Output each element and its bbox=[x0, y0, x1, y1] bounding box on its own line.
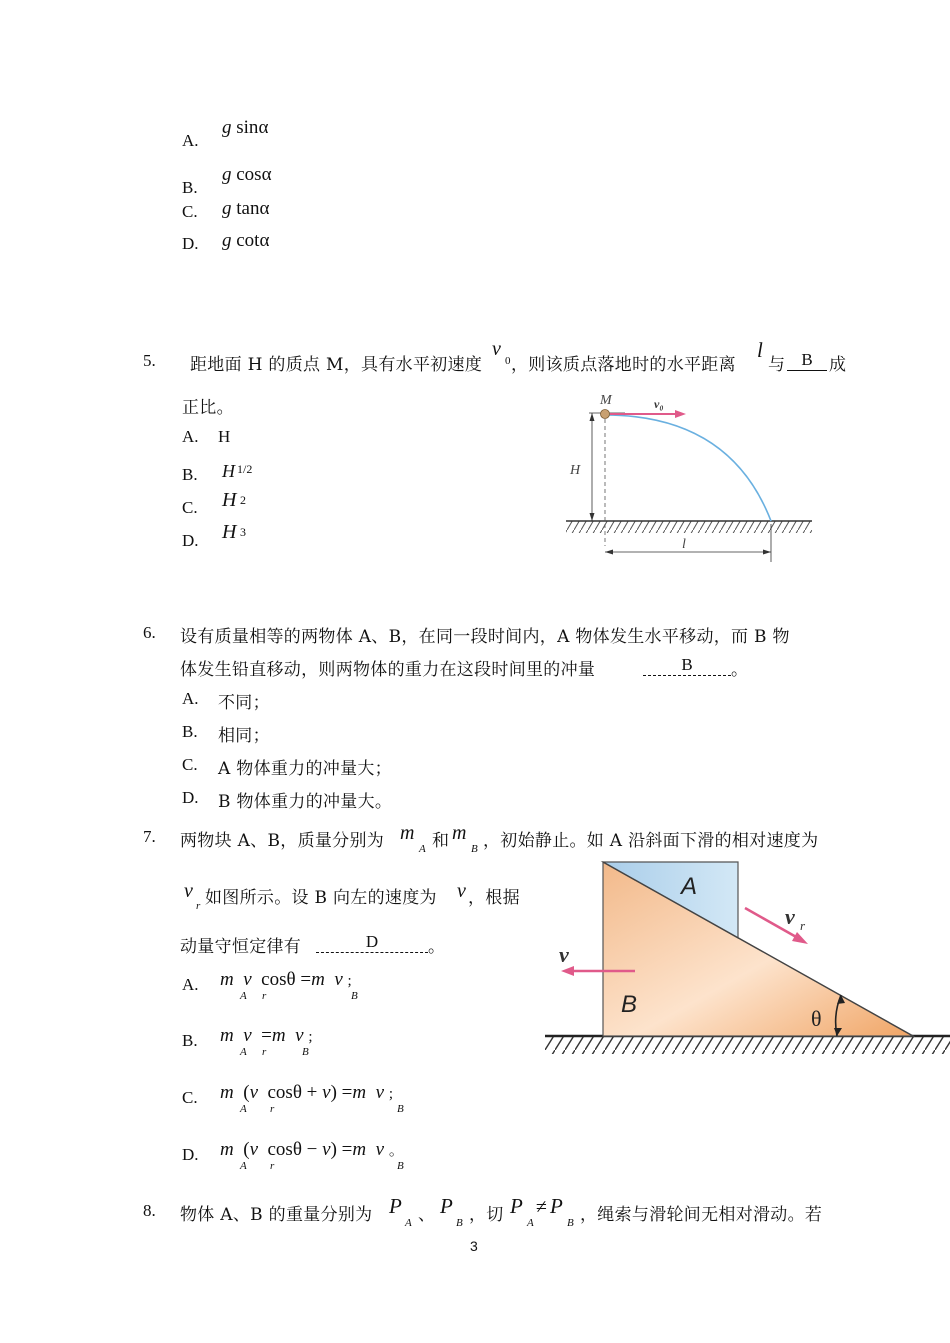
q8-separator: 、 bbox=[418, 1205, 436, 1225]
q4-option-a-g: g bbox=[222, 117, 232, 138]
q5-ground-hatch bbox=[566, 521, 812, 533]
q4-option-a-fn: sin bbox=[236, 117, 259, 138]
q4-option-b bbox=[222, 164, 272, 186]
q7-vr-subscript: r bbox=[196, 900, 201, 912]
q5-text-c: 与 bbox=[768, 355, 786, 375]
q7-option-a-sub-r: r bbox=[262, 990, 267, 1002]
q6-option-d-letter: D. bbox=[182, 788, 199, 807]
q6-option-a-text: 不同； bbox=[218, 693, 270, 713]
q8-pa-subscript: A bbox=[405, 1217, 412, 1229]
q7-option-b-expr: m v =m v ; bbox=[220, 1025, 313, 1046]
q7-option-b-sub-r: r bbox=[262, 1046, 267, 1058]
q7-option-a-sub-a: A bbox=[240, 990, 247, 1002]
q7-fig-label-v: v bbox=[559, 942, 569, 967]
q8-pb-subscript: B bbox=[456, 1217, 463, 1229]
q6-line-1: 设有质量相等的两物体 A、B，在同一段时间内，A 物体发生水平移动，而 B 物 bbox=[180, 627, 790, 647]
q7-vr-symbol: v bbox=[184, 880, 193, 902]
q7-line-2b: ，根据 bbox=[468, 888, 520, 908]
q5-text-e: 正比。 bbox=[182, 398, 234, 418]
q5-fig-label-v0: v₀ bbox=[654, 397, 664, 411]
q7-m-b-subscript: B bbox=[471, 843, 478, 855]
q4-option-b-letter: B. bbox=[182, 178, 198, 197]
q5-v0-subscript: 0 bbox=[505, 355, 511, 367]
q7-wedge-figure bbox=[545, 858, 950, 1063]
q5-l-arrow-right bbox=[763, 550, 771, 555]
q6-option-d-text: B 物体重力的冲量大。 bbox=[218, 792, 393, 812]
q5-h-arrow-top bbox=[590, 413, 595, 421]
q7-option-b-letter: B. bbox=[182, 1031, 198, 1050]
q5-option-d-letter: D. bbox=[182, 531, 199, 550]
q5-text-b: ，则该质点落地时的水平距离 bbox=[511, 355, 736, 375]
q5-h-arrow-bottom bbox=[590, 513, 595, 521]
q6-answer: B bbox=[643, 655, 731, 676]
q7-fig-label-theta: θ bbox=[811, 1006, 822, 1031]
q7-option-c-sub-r: r bbox=[270, 1103, 275, 1115]
q6-option-c-text: A 物体重力的冲量大； bbox=[218, 759, 392, 779]
q7-option-d-expr: m (v cosθ − v) =m v 。 bbox=[220, 1139, 404, 1160]
q7-number: 7. bbox=[143, 827, 156, 846]
q5-option-d-base: H bbox=[222, 521, 237, 543]
q4-option-b-angle: α bbox=[261, 164, 272, 185]
q6-option-b-text: 相同； bbox=[218, 726, 270, 746]
q5-option-a-letter: A. bbox=[182, 427, 199, 446]
q6-line-2b: 。 bbox=[731, 660, 749, 680]
q5-option-c-exp: 2 bbox=[240, 493, 246, 507]
q5-l-symbol: l bbox=[757, 338, 763, 362]
q4-option-c bbox=[222, 198, 269, 220]
q4-option-a-angle: α bbox=[258, 117, 269, 138]
q7-option-a-letter: A. bbox=[182, 975, 199, 994]
q7-vr-arrow-head bbox=[792, 932, 808, 944]
q6-option-b-letter: B. bbox=[182, 722, 198, 741]
q8-pb-symbol: P bbox=[440, 1194, 453, 1218]
q7-answer: D bbox=[316, 932, 428, 953]
q5-text-d: 成 bbox=[829, 355, 847, 375]
q5-option-b-base: H bbox=[222, 461, 235, 481]
q4-option-b-g: g bbox=[222, 164, 232, 185]
q7-option-d-sub-a: A bbox=[240, 1160, 247, 1172]
q8-number: 8. bbox=[143, 1201, 156, 1220]
q5-answer: B bbox=[787, 350, 827, 371]
q7-fig-label-vr-sub: r bbox=[800, 918, 806, 933]
q7-v-arrow-head bbox=[561, 966, 574, 976]
q8-text-c: ，绳索与滑轮间无相对滑动。若 bbox=[580, 1205, 823, 1225]
q7-option-d-sub-r: r bbox=[270, 1160, 275, 1172]
q5-option-c-base: H bbox=[222, 489, 237, 511]
q6-option-c-letter: C. bbox=[182, 755, 198, 774]
q7-option-c-sub-a: A bbox=[240, 1103, 247, 1115]
q5-number: 5. bbox=[143, 351, 156, 370]
q5-l-arrow-left bbox=[605, 550, 613, 555]
q5-option-a-text: H bbox=[218, 427, 231, 446]
q7-v-symbol: v bbox=[457, 880, 466, 902]
q4-option-a bbox=[222, 117, 268, 139]
q7-and: 和 bbox=[432, 831, 450, 851]
q7-option-c-sub-b: B bbox=[397, 1103, 404, 1115]
q7-line-3a: 动量守恒定律有 bbox=[180, 937, 302, 957]
q7-option-b-sub-a: A bbox=[240, 1046, 247, 1058]
q6-line-2a: 体发生铅直移动，则两物体的重力在这段时间里的冲量 bbox=[180, 660, 596, 680]
q7-option-a-expr: m v cosθ =m v ; bbox=[220, 969, 352, 990]
q6-number: 6. bbox=[143, 623, 156, 642]
q4-option-c-letter: C. bbox=[182, 202, 198, 221]
q7-ground-hatch bbox=[545, 1036, 950, 1054]
q7-line-1b: ，初始静止。如 A 沿斜面下滑的相对速度为 bbox=[483, 831, 819, 851]
q7-m-a-symbol: m bbox=[400, 822, 415, 844]
q7-fig-label-vr: v bbox=[785, 904, 795, 929]
q5-text-a: 距地面 H 的质点 M，具有水平初速度 bbox=[190, 355, 483, 375]
q5-option-c-letter: C. bbox=[182, 498, 198, 517]
q7-option-d-letter: D. bbox=[182, 1145, 199, 1164]
q8-pa2-symbol: P bbox=[510, 1194, 523, 1218]
q4-option-c-angle: α bbox=[259, 198, 270, 219]
q8-text-b: ，切 bbox=[469, 1205, 504, 1225]
q7-option-b-sub-b: B bbox=[302, 1046, 309, 1058]
q4-option-d-letter: D. bbox=[182, 234, 199, 253]
q7-line-1a: 两物块 A、B，质量分别为 bbox=[180, 831, 385, 851]
q5-particle-m bbox=[601, 410, 610, 419]
q5-v0-symbol: v bbox=[492, 338, 501, 360]
q4-option-d-angle: α bbox=[259, 230, 270, 251]
q5-trajectory bbox=[605, 415, 771, 521]
q7-option-a-sub-b: B bbox=[351, 990, 358, 1002]
q7-line-3b: 。 bbox=[428, 937, 446, 957]
q7-option-c-letter: C. bbox=[182, 1088, 198, 1107]
q7-m-a-subscript: A bbox=[419, 843, 426, 855]
q5-fig-label-l: l bbox=[682, 537, 686, 552]
q5-option-b-letter: B. bbox=[182, 465, 198, 484]
page-number: 3 bbox=[470, 1238, 478, 1254]
q8-pb2-subscript: B bbox=[567, 1217, 574, 1229]
q7-option-d-sub-b: B bbox=[397, 1160, 404, 1172]
q4-option-c-g: g bbox=[222, 198, 232, 219]
q8-text-a: 物体 A、B 的重量分别为 bbox=[180, 1205, 373, 1225]
q4-option-d-fn: cot bbox=[236, 230, 260, 251]
q7-option-c-expr: m (v cosθ + v) =m v ; bbox=[220, 1082, 393, 1103]
q8-pb2-symbol: P bbox=[550, 1194, 563, 1218]
q6-option-a-letter: A. bbox=[182, 689, 199, 708]
q4-option-b-fn: cos bbox=[236, 164, 262, 185]
q8-pa-symbol: P bbox=[389, 1194, 402, 1218]
q7-fig-label-a: A bbox=[681, 873, 698, 900]
q4-option-d bbox=[222, 230, 269, 252]
q5-option-b-exp: 1/2 bbox=[237, 462, 253, 476]
q5-v0-arrow-head bbox=[675, 410, 686, 418]
q7-fig-label-b: B bbox=[621, 991, 638, 1018]
q8-neq-sign: ≠ bbox=[536, 1196, 547, 1218]
q4-option-d-g: g bbox=[222, 230, 232, 251]
q7-line-2a: 如图所示。设 B 向左的速度为 bbox=[205, 888, 437, 908]
q7-m-b-symbol: m bbox=[452, 822, 467, 844]
q4-option-c-fn: tan bbox=[236, 198, 260, 219]
q5-option-d-exp: 3 bbox=[240, 525, 246, 539]
q8-pa2-subscript: A bbox=[527, 1217, 534, 1229]
q5-fig-label-m: M bbox=[600, 393, 612, 408]
q5-projectile-figure bbox=[560, 386, 820, 566]
q4-option-a-letter: A. bbox=[182, 131, 199, 150]
q5-fig-label-h: H bbox=[570, 463, 581, 478]
